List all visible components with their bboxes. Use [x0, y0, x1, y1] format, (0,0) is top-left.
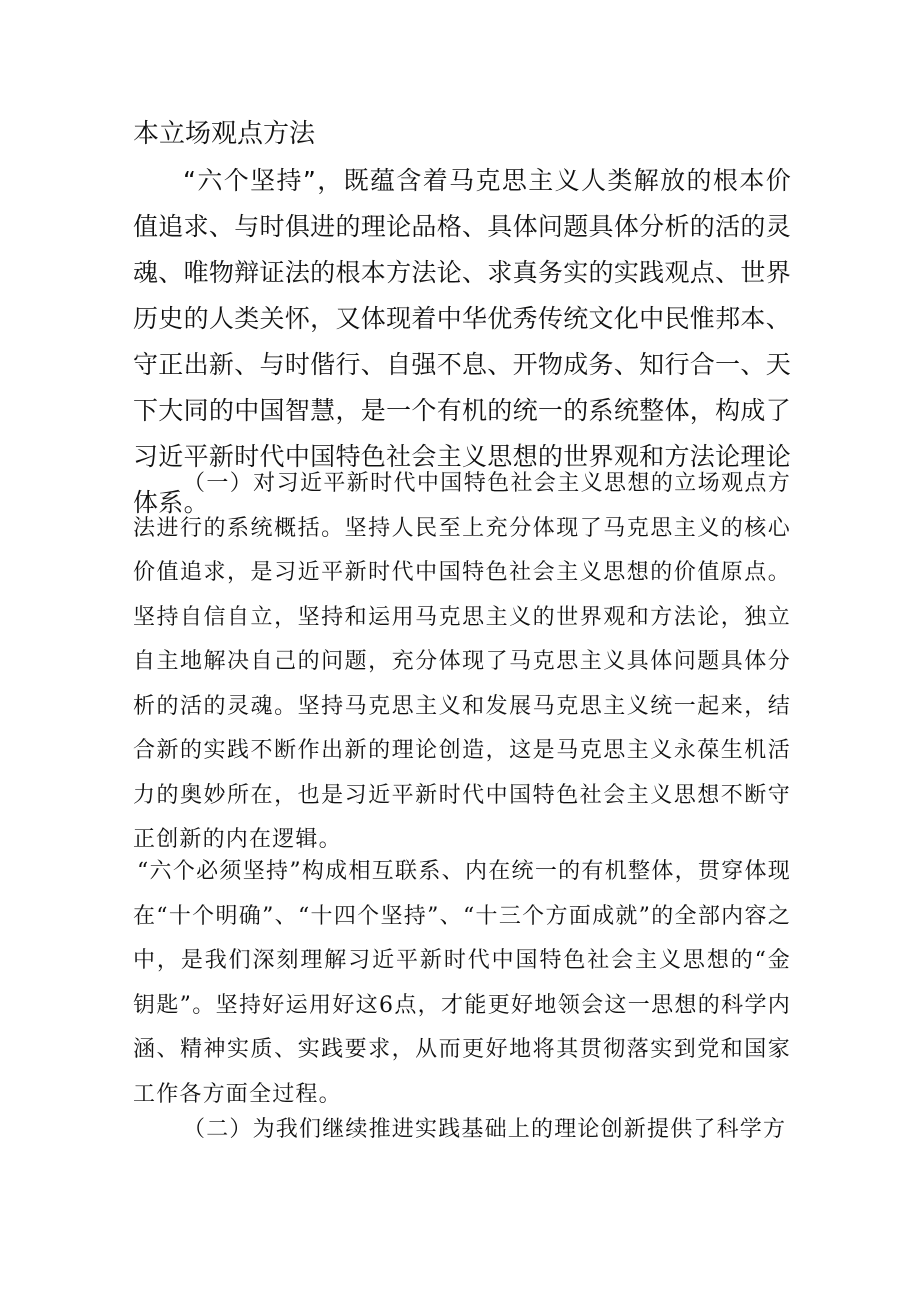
- section-heading-fragment: 本立场观点方法: [133, 119, 316, 149]
- paragraph-six-persistences: “六个坚持”，既蕴含着马克思主义人类解放的根本价值追求、与时俱进的理论品格、具体问题具体分析的活的灵魂、唯物辩证法的根本方法论、求真务实的实践观点、世界历史的人类关怀，又体现着中华优秀传统文化中民惟邦本、守正出新、与时偕行、自强不息、开物成务、知行合一、天下大同的中国智慧，是一个有机的统一的系统整体，构成了习近平新时代中国特色社会主义思想的世界观和方法论理论体系。: [133, 166, 791, 517]
- paragraph-section-one: （一）对习近平新时代中国特色社会主义思想的立场观点方法进行的系统概括。坚持人民至上充分体现了马克思主义的核心价值追求，是习近平新时代中国特色社会主义思想的价值原点。坚持自信自立，坚持和运用马克思主义的世界观和方法论，独立自主地解决自己的问题，充分体现了马克思主义具体问题具体分析的活的灵魂。坚持马克思主义和发展马克思主义统一起来，结合新的实践不断作出新的理论创造，这是马克思主义永葆生机活力的奥妙所在，也是习近平新时代中国特色社会主义思想不断守正创新的内在逻辑。: [133, 471, 791, 852]
- paragraph-section-two-start: （二）为我们继续推进实践基础上的理论创新提供了科学方: [183, 1117, 787, 1142]
- paragraph-six-musts: “六个必须坚持”构成相互联系、内在统一的有机整体，贯穿体现在“十个明确”、“十四个坚持”、“十三个方面成就”的全部内容之中，是我们深刻理解习近平新时代中国特色社会主义思想的“金钥匙”。坚持好运用好这6点，才能更好地领会这一思想的科学内涵、精神实质、实践要求，从而更好地将其贯彻落实到党和国家工作各方面全过程。: [133, 859, 791, 1107]
